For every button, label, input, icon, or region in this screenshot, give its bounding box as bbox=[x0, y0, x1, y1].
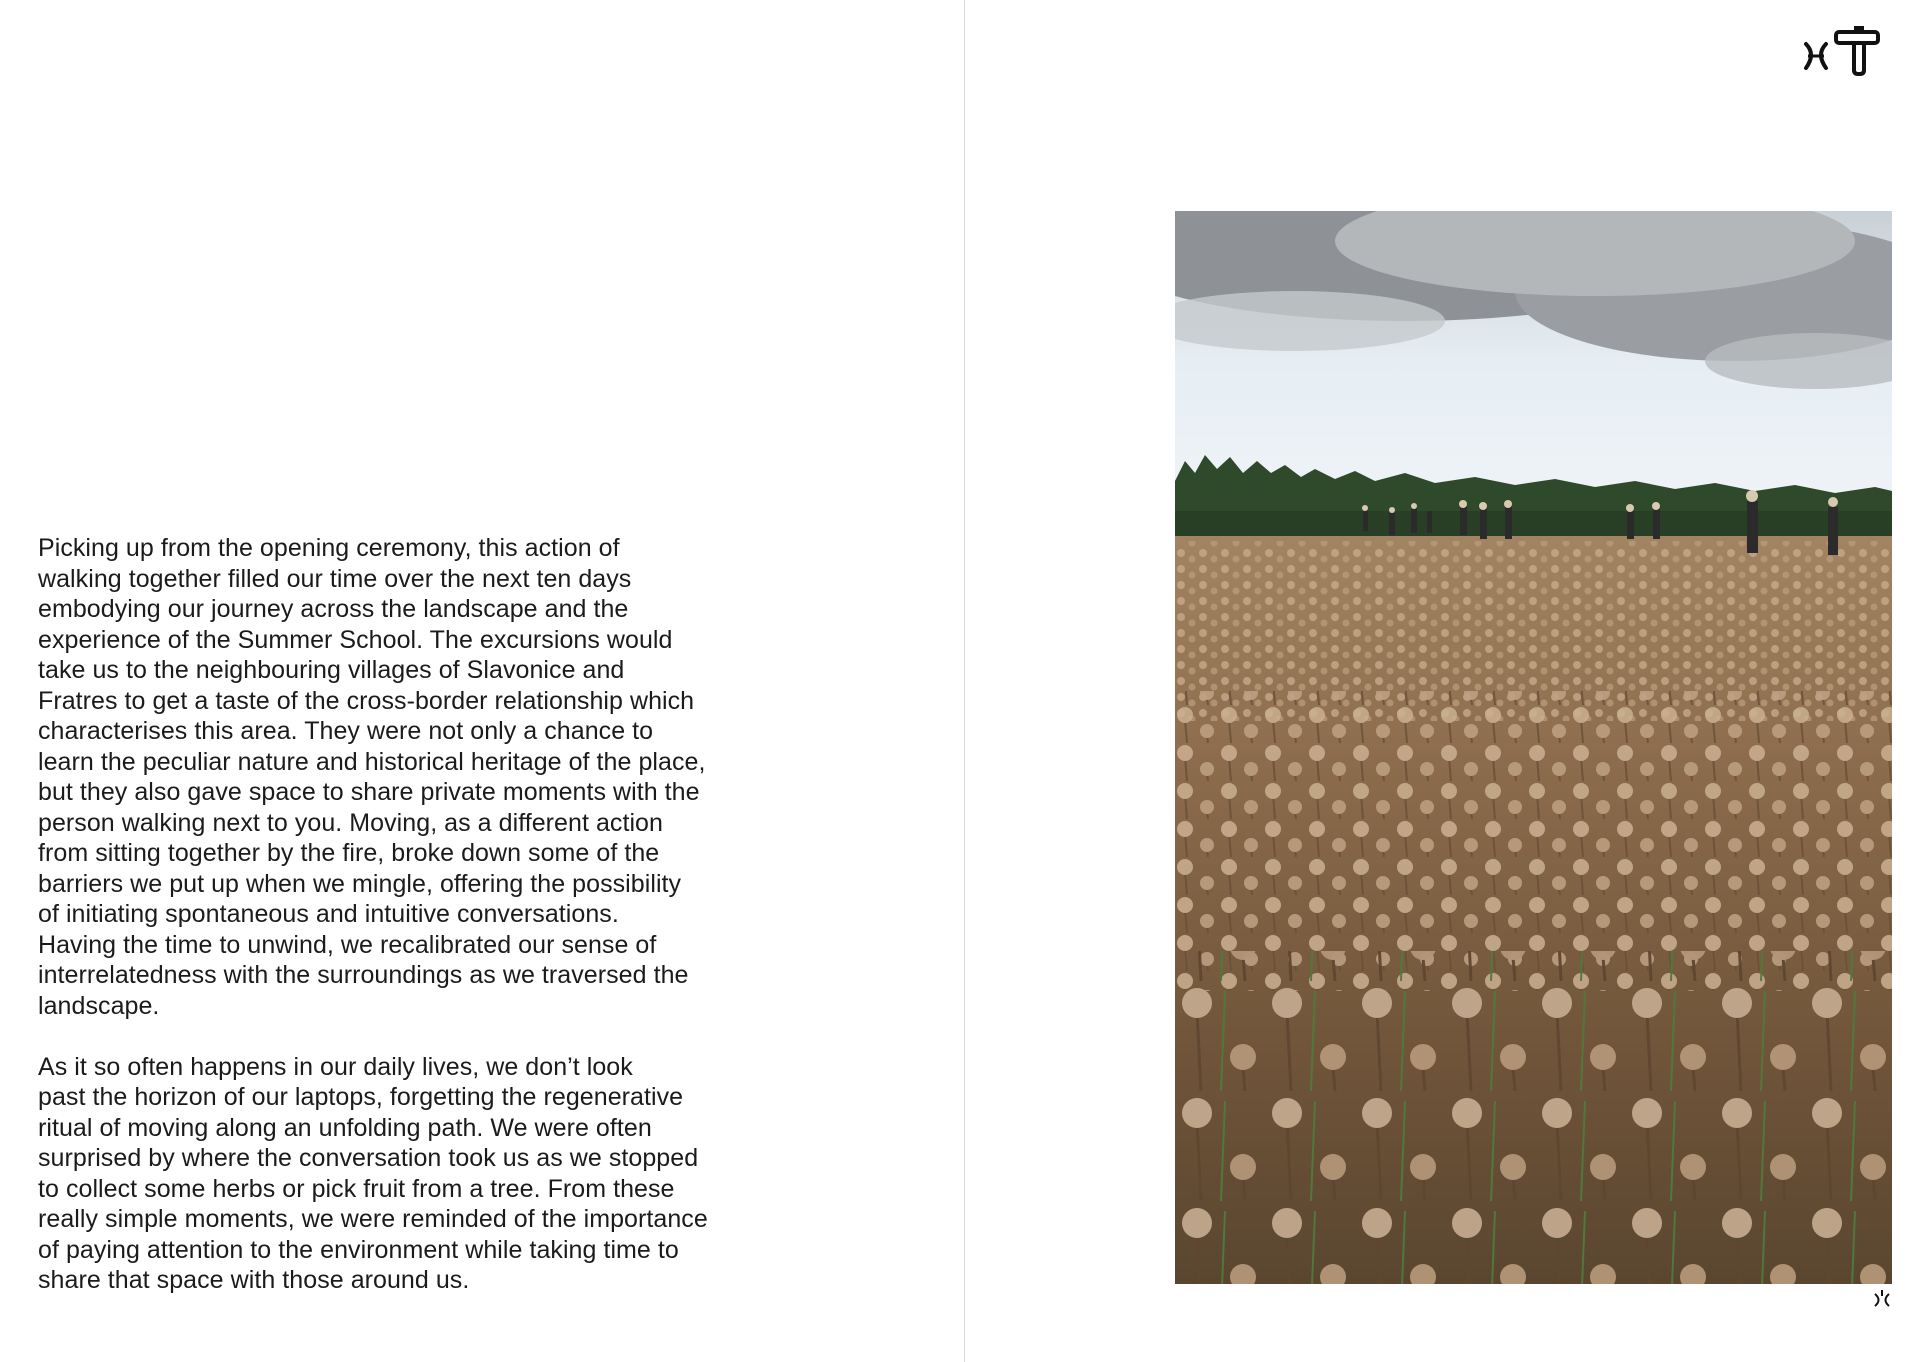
paragraph-2: As it so often happens in our daily lives, we don’t look past the horizon of our laptops, forgetting the regenerative ritual of moving along an unfolding path. We were often surprised by where the conversation took us as we stopped to collect some herbs or pick fruit from a tree. From these really simple moments, we were reminded of the importance of paying attention to the environment while taking time to share that space with those around us. bbox=[38, 1052, 708, 1294]
article-body bbox=[38, 533, 768, 1296]
poppy-field-photo bbox=[1175, 211, 1892, 1284]
paragraph-1: Picking up from the opening ceremony, this action of walking together filled our time over the next ten days embodying our journey across the landscape and the experience of the Summer School. The excursions would take us to the neighbouring villages of Slavonice and Fratres to get a taste of the cross-border relationship which characterises this area. They were not only a chance to learn the peculiar nature and historical heritage of the place, but they also gave space to share private moments with the person walking next to you. Moving, as a different action from sitting together by the fire, broke down some of the barriers we put up when we mingle, offering the possibility of initiating spontaneous and intuitive conversations. Having the time to unwind, we recalibrated our sense of interrelatedness with the surroundings as we traversed the landscape. bbox=[38, 534, 706, 1020]
logo-mark-icon bbox=[1802, 24, 1882, 76]
corner-mark-icon bbox=[1872, 1288, 1892, 1308]
